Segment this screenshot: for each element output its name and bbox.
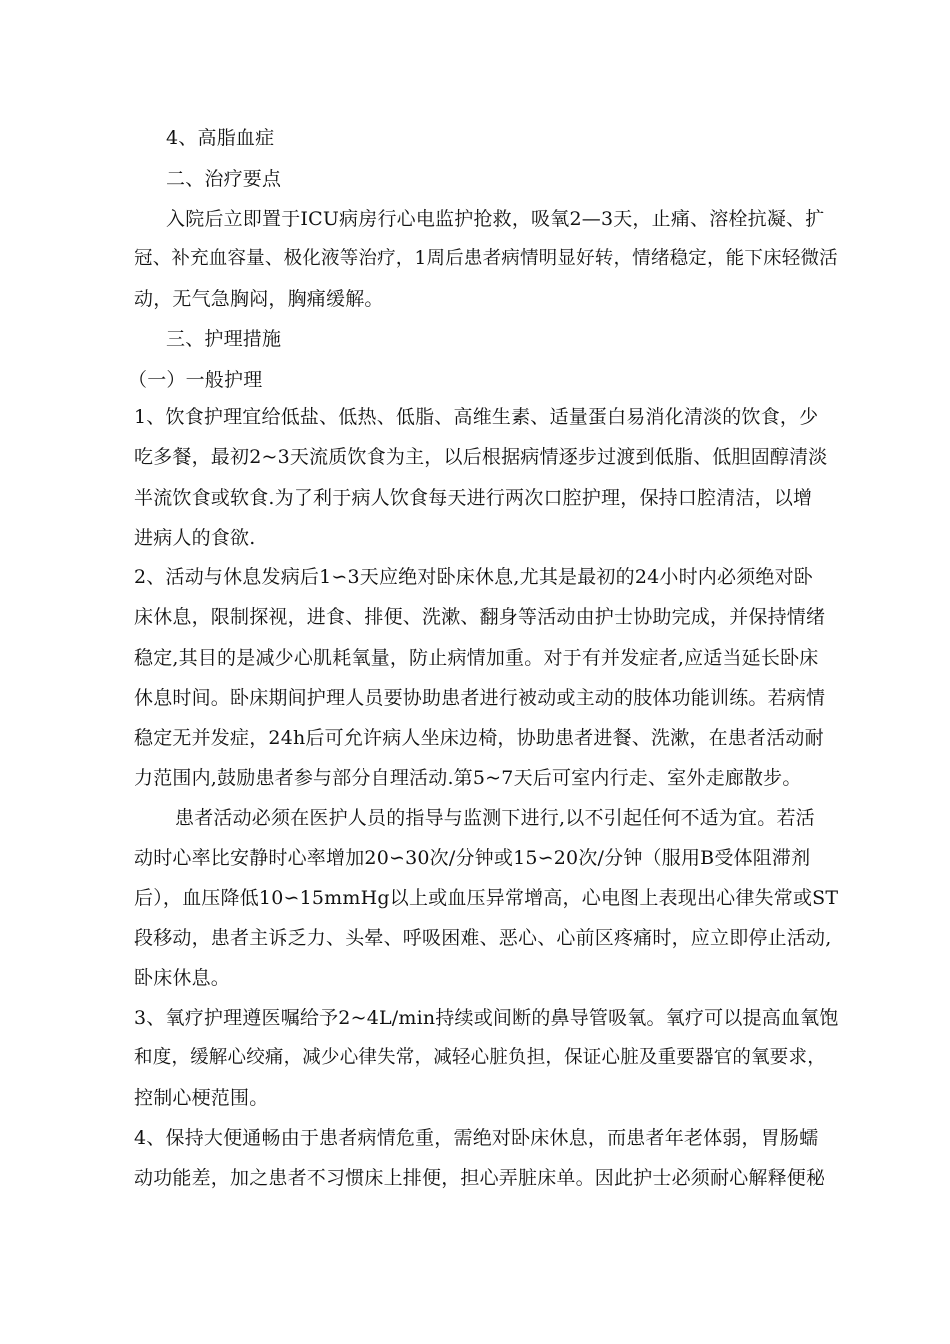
diet-line-1: 1、饮食护理宜给低盐、低热、低脂、高维生素、适量蛋白易消化清淡的饮食，少	[134, 406, 819, 428]
treatment-line-3: 动，无气急胸闷，胸痛缓解。	[134, 288, 384, 310]
treatment-line-2: 冠、补充血容量、极化液等治疗，1周后患者病情明显好转，情绪稳定，能下床轻微活	[134, 248, 838, 269]
activity-line-3: 稳定,其目的是减少心肌耗氧量，防止病情加重。对于有并发症者,应适当延长卧床	[134, 647, 819, 669]
diet-line-4: 进病人的食欲.	[134, 527, 256, 549]
activity-monitor-line-1: 患者活动必须在医护人员的指导与监测下进行,以不引起任何不适为宜。若活	[175, 807, 815, 829]
diet-line-2: 吃多餐，最初2~3天流质饮食为主，以后根据病情逐步过渡到低脂、低胆固醇清淡	[134, 446, 828, 468]
oxygen-line-2: 和度，缓解心绞痛，减少心律失常，减轻心脏负担，保证心脏及重要器官的氧要求，	[134, 1047, 826, 1068]
activity-line-6: 力范围内,鼓励患者参与部分自理活动.第5~7天后可室内行走、室外走廊散步。	[134, 767, 802, 789]
section-treatment-title: 二、治疗要点	[166, 168, 282, 190]
oxygen-line-1: 3、氧疗护理遵医嘱给予2~4L/min持续或间断的鼻导管吸氧。氧疗可以提高血氧饱	[134, 1007, 839, 1029]
bowel-line-1: 4、保持大便通畅由于患者病情危重，需绝对卧床休息，而患者年老体弱，胃肠蠕	[134, 1127, 819, 1149]
subsection-general-nursing-title: （一）一般护理	[128, 369, 263, 391]
section-nursing-title: 三、护理措施	[166, 328, 282, 350]
activity-line-1: 2、活动与休息发病后1∽3天应绝对卧床休息,尤其是最初的24小时内必须绝对卧	[134, 566, 814, 588]
treatment-line-1: 入院后立即置于ICU病房行心电监护抢救，吸氧2—3天，止痛、溶栓抗凝、扩	[166, 208, 825, 230]
activity-monitor-line-2: 动时心率比安静时心率增加20∽30次/分钟或15∽20次/分钟（服用B受体阻滞剂	[134, 847, 811, 869]
activity-line-2: 床休息，限制探视，进食、排便、洗漱、翻身等活动由护士协助完成，并保持情绪	[134, 606, 826, 628]
oxygen-line-3: 控制心梗范围。	[134, 1087, 269, 1109]
activity-monitor-line-5: 卧床休息。	[134, 967, 231, 989]
heading-hyperlipidemia: 4、高脂血症	[166, 127, 275, 149]
diet-line-3: 半流饮食或软食.为了利于病人饮食每天进行两次口腔护理，保持口腔清洁，以增	[134, 487, 813, 509]
activity-line-5: 稳定无并发症，24h后可允许病人坐床边椅，协助患者进餐、洗漱，在患者活动耐	[134, 727, 824, 749]
bowel-line-2: 动功能差，加之患者不习惯床上排便，担心弄脏床单。因此护士必须耐心解释便秘	[134, 1167, 826, 1189]
activity-line-4: 休息时间。卧床期间护理人员要协助患者进行被动或主动的肢体功能训练。若病情	[134, 687, 826, 709]
activity-monitor-line-3: 后），血压降低10∽15mmHg以上或血压异常增高，心电图上表现出心律失常或ST	[134, 887, 839, 909]
activity-monitor-line-4: 段移动，患者主诉乏力、头晕、呼吸困难、恶心、心前区疼痛时，应立即停止活动,	[134, 927, 832, 949]
